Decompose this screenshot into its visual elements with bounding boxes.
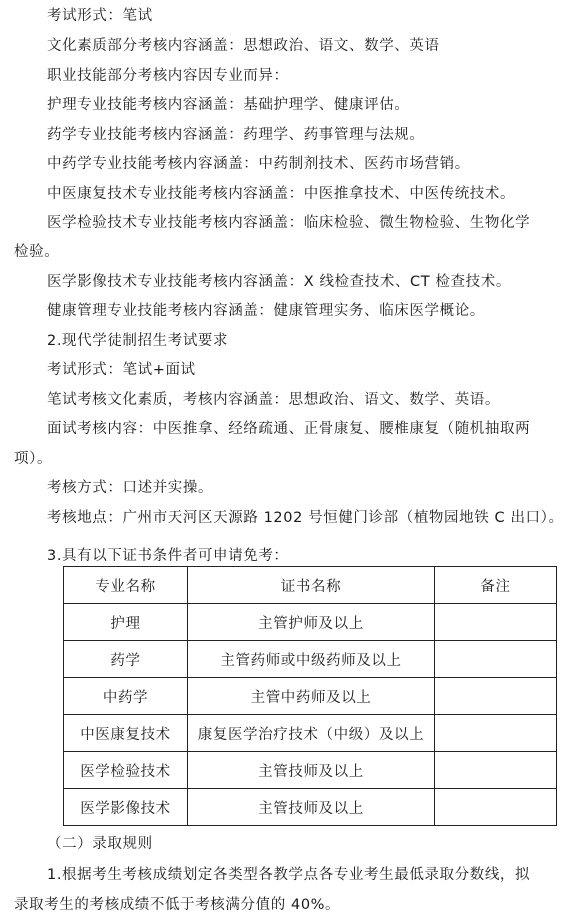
table-row [64, 641, 557, 678]
major-cell: 医学影像技术 [64, 789, 188, 826]
admission-rules-heading: （二）录取规则 [47, 836, 153, 852]
table-row [64, 752, 557, 789]
major-cell: 中医康复技术 [64, 715, 188, 752]
exemption-certificate-table [63, 566, 557, 826]
certificate-cell: 康复医学治疗技术（中级）及以上 [188, 715, 435, 752]
interview-content-line: 面试考核内容：中医推拿、经络疏通、正骨康复、腰椎康复（随机抽取两 [47, 421, 531, 437]
exemption-heading: 3.具有以下证书条件者可申请免考： [47, 548, 289, 564]
pharmacy-content-line: 药学专业技能考核内容涵盖：药理学、药事管理与法规。 [47, 127, 425, 143]
remarks-cell [435, 678, 557, 715]
culture-content-line: 文化素质部分考核内容涵盖：思想政治、语文、数学、英语 [47, 38, 440, 54]
certificate-cell: 主管护师及以上 [188, 604, 435, 641]
admission-rule-1-line: 1.根据考生考核成绩划定各类型各教学点各专业考生最低录取分数线，拟 [47, 867, 531, 883]
certificate-cell: 主管药师或中级药师及以上 [188, 641, 435, 678]
table-row [64, 604, 557, 641]
health-mgmt-content-line: 健康管理专业技能考核内容涵盖：健康管理实务、临床医学概论。 [47, 303, 485, 319]
remarks-cell [435, 604, 557, 641]
assessment-location-line: 考核地点：广州市天河区天源路 1202 号恒健门诊部（植物园地铁 C 出口）。 [47, 510, 564, 526]
certificate-cell: 主管技师及以上 [188, 752, 435, 789]
remarks-cell [435, 715, 557, 752]
header-remarks: 备注 [435, 567, 557, 604]
major-cell: 药学 [64, 641, 188, 678]
header-major: 专业名称 [64, 567, 188, 604]
tcm-rehab-content-line: 中医康复技术专业技能考核内容涵盖：中医推拿技术、中医传统技术。 [47, 186, 516, 202]
admission-rule-1-continued: 录取考生的考核成绩不低于考核满分值的 40%。 [14, 897, 341, 913]
header-certificate: 证书名称 [188, 567, 435, 604]
nursing-content-line: 护理专业技能考核内容涵盖：基础护理学、健康评估。 [47, 97, 410, 113]
table-row [64, 715, 557, 752]
tcm-pharmacy-content-line: 中药学专业技能考核内容涵盖：中药制剂技术、医药市场营销。 [47, 156, 470, 172]
table-row [64, 789, 557, 826]
lab-tech-content-line: 医学检验技术专业技能考核内容涵盖：临床检验、微生物检验、生物化学 [47, 215, 531, 231]
imaging-content-line: 医学影像技术专业技能考核内容涵盖：X 线检查技术、CT 检查技术。 [47, 274, 511, 290]
major-cell: 医学检验技术 [64, 752, 188, 789]
certificate-cell: 主管技师及以上 [188, 789, 435, 826]
major-cell: 中药学 [64, 678, 188, 715]
apprenticeship-format-line: 考试形式：笔试+面试 [47, 362, 196, 378]
apprenticeship-heading: 2.现代学徒制招生考试要求 [47, 333, 229, 349]
interview-content-continued: 项）。 [14, 451, 53, 467]
assessment-method-line: 考核方式：口述并实操。 [47, 480, 214, 496]
written-test-line: 笔试考核文化素质，考核内容涵盖：思想政治、语文、数学、英语。 [47, 392, 500, 408]
lab-tech-content-continued: 检验。 [14, 244, 60, 260]
vocational-intro-line: 职业技能部分考核内容因专业而异： [47, 68, 289, 84]
remarks-cell [435, 641, 557, 678]
remarks-cell [435, 752, 557, 789]
remarks-cell [435, 789, 557, 826]
table-row [64, 678, 557, 715]
exam-format-line: 考试形式：笔试 [47, 8, 153, 24]
certificate-cell: 主管中药师及以上 [188, 678, 435, 715]
table-header-row [64, 567, 557, 604]
major-cell: 护理 [64, 604, 188, 641]
